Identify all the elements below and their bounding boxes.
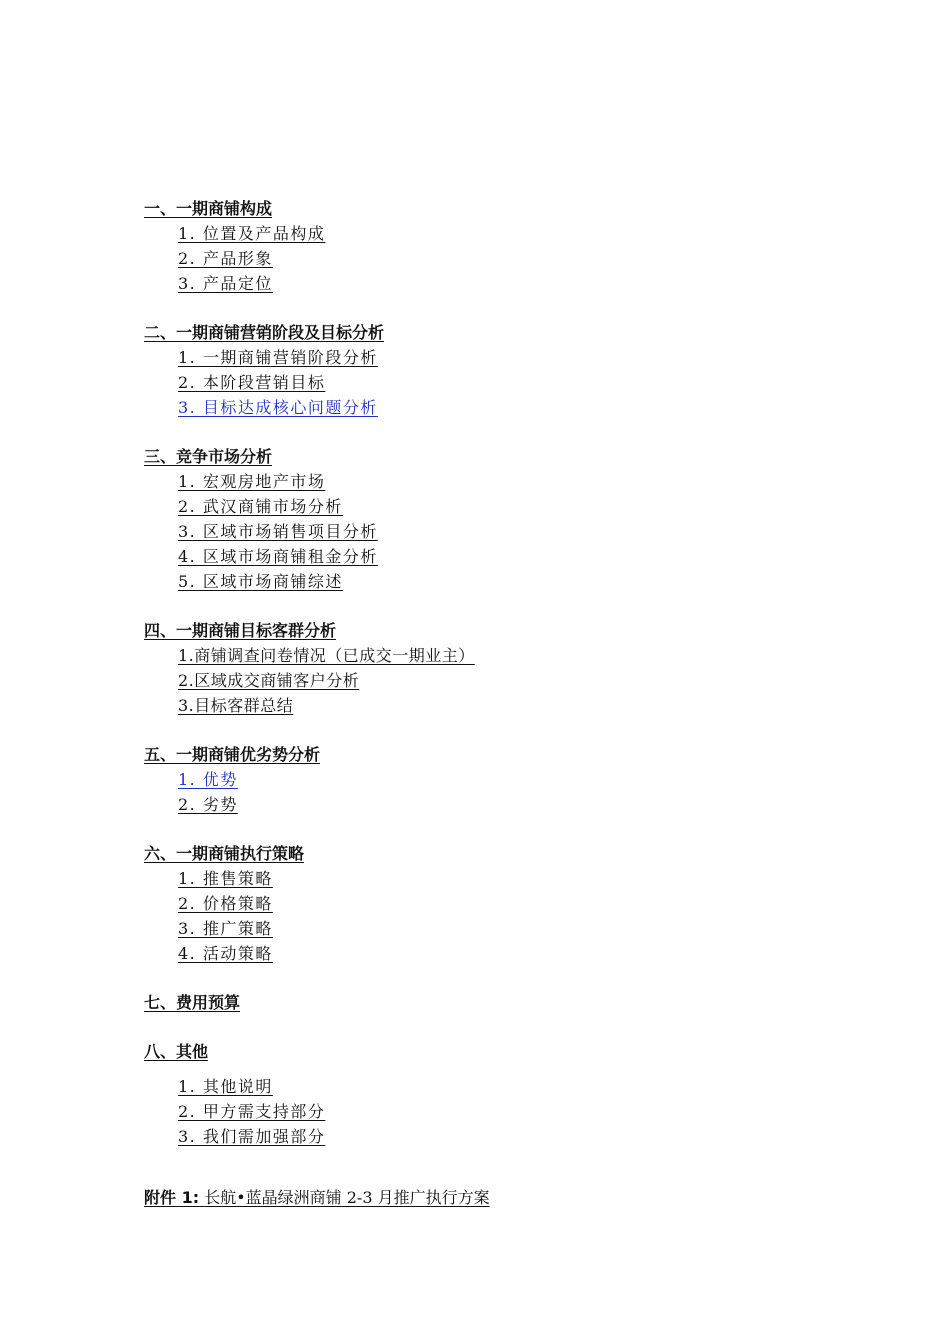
toc-item[interactable]: 1. 宏观房地产市场	[178, 472, 326, 491]
toc-item[interactable]: 3. 我们需加强部分	[178, 1127, 326, 1146]
section-heading[interactable]: 六、一期商铺执行策略	[144, 844, 305, 863]
toc-item-link[interactable]: 3. 目标达成核心问题分析	[178, 398, 378, 417]
toc-item[interactable]: 1.商铺调查问卷情况（已成交一期业主）	[178, 646, 475, 665]
toc-item-link[interactable]: 1. 优势	[178, 770, 238, 789]
section-heading[interactable]: 七、费用预算	[144, 993, 241, 1012]
toc-section-8	[144, 1040, 844, 1150]
toc-item[interactable]: 2. 武汉商铺市场分析	[178, 497, 343, 516]
toc-item[interactable]: 1. 推售策略	[178, 869, 273, 888]
toc-item[interactable]: 1. 位置及产品构成	[178, 224, 326, 243]
toc-item[interactable]: 1. 一期商铺营销阶段分析	[178, 348, 378, 367]
toc-item[interactable]: 2. 甲方需支持部分	[178, 1102, 326, 1121]
toc-item[interactable]: 2.区域成交商铺客户分析	[178, 671, 360, 690]
toc-section-6	[144, 842, 844, 967]
toc-item[interactable]: 2. 劣势	[178, 795, 238, 814]
section-heading[interactable]: 八、其他	[144, 1042, 209, 1061]
toc-item[interactable]: 3. 推广策略	[178, 919, 273, 938]
section-heading[interactable]: 五、一期商铺优劣势分析	[144, 745, 321, 764]
section-heading[interactable]: 二、一期商铺营销阶段及目标分析	[144, 323, 385, 342]
toc-item[interactable]: 4. 区域市场商铺租金分析	[178, 547, 378, 566]
toc-section-5	[144, 743, 844, 818]
section-heading[interactable]: 三、竞争市场分析	[144, 447, 273, 466]
toc-section-4	[144, 619, 844, 719]
toc-section-3	[144, 445, 844, 595]
toc-item[interactable]: 3.目标客群总结	[178, 696, 294, 715]
appendix-label: 附件 1:	[144, 1188, 200, 1207]
section-heading[interactable]: 四、一期商铺目标客群分析	[144, 621, 337, 640]
toc-item[interactable]: 5. 区域市场商铺综述	[178, 572, 343, 591]
toc-section-1	[144, 197, 844, 297]
toc-item[interactable]: 2. 价格策略	[178, 894, 273, 913]
toc-section-7	[144, 991, 844, 1016]
toc-item[interactable]: 2. 产品形象	[178, 249, 273, 268]
table-of-contents	[144, 197, 844, 1174]
toc-item[interactable]: 3. 产品定位	[178, 274, 273, 293]
toc-section-2	[144, 321, 844, 421]
toc-item[interactable]: 2. 本阶段营销目标	[178, 373, 326, 392]
appendix-link[interactable]	[144, 1186, 490, 1210]
toc-item[interactable]: 1. 其他说明	[178, 1077, 273, 1096]
appendix-title: 长航•蓝晶绿洲商铺 2-3 月推广执行方案	[204, 1188, 490, 1207]
toc-item[interactable]: 3. 区域市场销售项目分析	[178, 522, 378, 541]
toc-item[interactable]: 4. 活动策略	[178, 944, 273, 963]
section-heading[interactable]: 一、一期商铺构成	[144, 199, 273, 218]
